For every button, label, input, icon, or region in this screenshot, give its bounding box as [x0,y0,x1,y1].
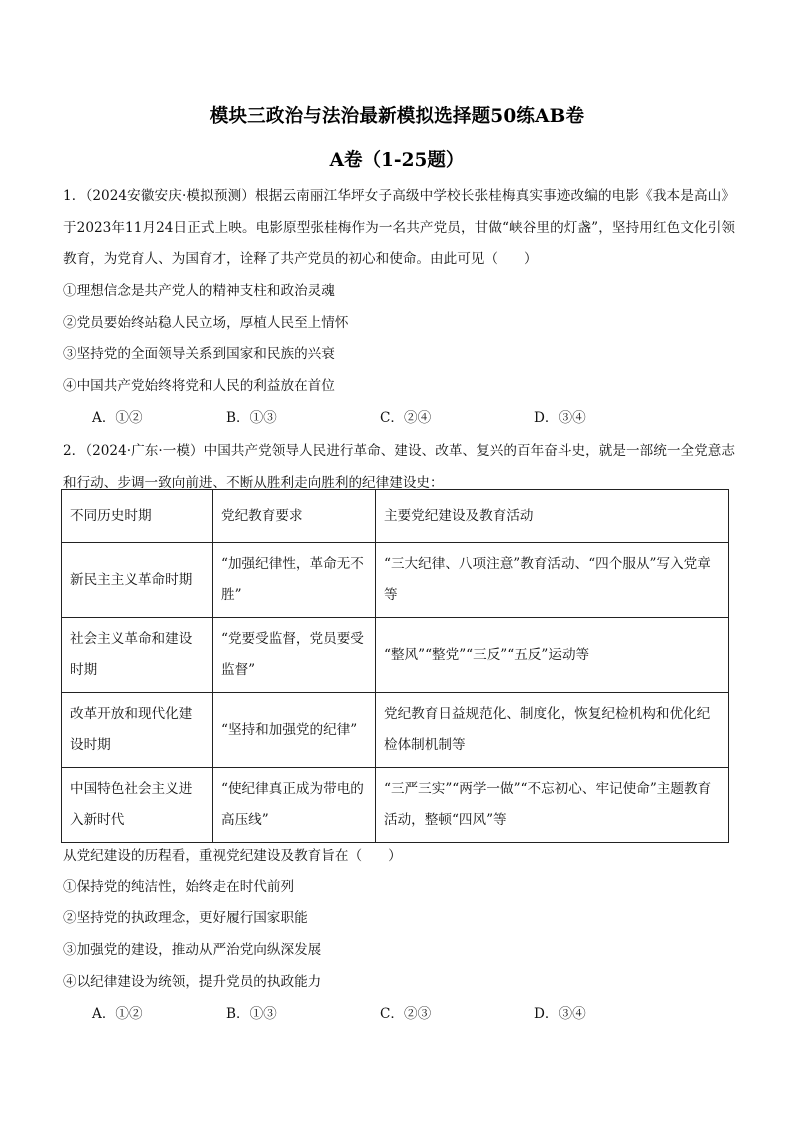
table-cell: 社会主义革命和建设时期 [62,618,213,693]
q2-option-c[interactable]: C．②③ [380,1006,432,1022]
table-cell: “坚持和加强党的纪律” [213,693,376,768]
table-cell: 改革开放和现代化建设时期 [62,693,213,768]
table-row [62,693,729,768]
q2-option-d[interactable]: D．③④ [534,1006,586,1022]
q1-option-b[interactable]: B．①③ [226,410,277,426]
document-title: 模块三政治与法治最新模拟选择题50练AB卷 [209,106,585,127]
question-2-prompt: 从党纪建设的历程看，重视党纪建设及教育旨在（ ） [63,848,402,864]
q2-item-4: ④以纪律建设为统领，提升党员的执政能力 [63,974,322,990]
q1-item-3: ③坚持党的全面领导关系到国家和民族的兴衰 [63,346,335,362]
table-cell: “使纪律真正成为带电的高压线” [213,768,376,843]
table-header-row [62,490,729,543]
q2-option-b[interactable]: B．①③ [226,1006,277,1022]
table-header-cell: 不同历史时期 [62,490,213,543]
section-title: A卷（1-25题） [329,150,465,171]
history-discipline-table [61,489,729,843]
table-header-cell: 党纪教育要求 [213,490,376,543]
table-header-cell: 主要党纪建设及教育活动 [376,490,729,543]
q1-option-c[interactable]: C．②④ [380,410,432,426]
q1-option-a[interactable]: A．①② [92,410,143,426]
q1-item-2: ②党员要始终站稳人民立场，厚植人民至上情怀 [63,315,349,331]
q1-item-1: ①理想信念是共产党人的精神支柱和政治灵魂 [63,283,335,299]
q2-item-1: ①保持党的纯洁性，始终走在时代前列 [63,879,295,895]
q1-item-4: ④中国共产党始终将党和人民的利益放在首位 [63,378,335,394]
q2-item-3: ③加强党的建设，推动从严治党向纵深发展 [63,942,322,958]
q2-option-a[interactable]: A．①② [92,1006,143,1022]
table-row [62,543,729,618]
table-cell: “整风”“整党”“三反”“五反”运动等 [376,618,729,693]
table-cell: 新民主主义革命时期 [62,543,213,618]
table-cell: “三严三实”“两学一做”“不忘初心、牢记使命”主题教育活动，整顿“四风”等 [376,768,729,843]
table-row [62,768,729,843]
q2-item-2: ②坚持党的执政理念，更好履行国家职能 [63,910,308,926]
table-cell: “加强纪律性，革命无不胜” [213,543,376,618]
table-cell: 中国特色社会主义进入新时代 [62,768,213,843]
table-row [62,618,729,693]
question-2-stem: 2．（2024·广东·一模）中国共产党领导人民进行革命、建设、改革、复兴的百年奋斗史，就是一部统一全党意志和行动、步调一致向前进、不断从胜利走向胜利的纪律建设史： [63,443,735,491]
q1-option-d[interactable]: D．③④ [534,410,586,426]
table-cell: “党要受监督，党员要受监督” [213,618,376,693]
table-cell: 党纪教育日益规范化、制度化，恢复纪检机构和优化纪检体制机制等 [376,693,729,768]
question-1-stem: 1．（2024安徽安庆·模拟预测）根据云南丽江华坪女子高级中学校长张桂梅真实事迹改编的电影《我本是高山》于2023年11月24日正式上映。电影原型张桂梅作为一名共产党员，甘做“峡谷里的灯盏”，坚持用红色文化引领教育，为党育人、为国育才，诠释了共产党员的初心和使命。由此可见（ ） [63,188,735,267]
table-cell: “三大纪律、八项注意”教育活动、“四个服从”写入党章等 [376,543,729,618]
